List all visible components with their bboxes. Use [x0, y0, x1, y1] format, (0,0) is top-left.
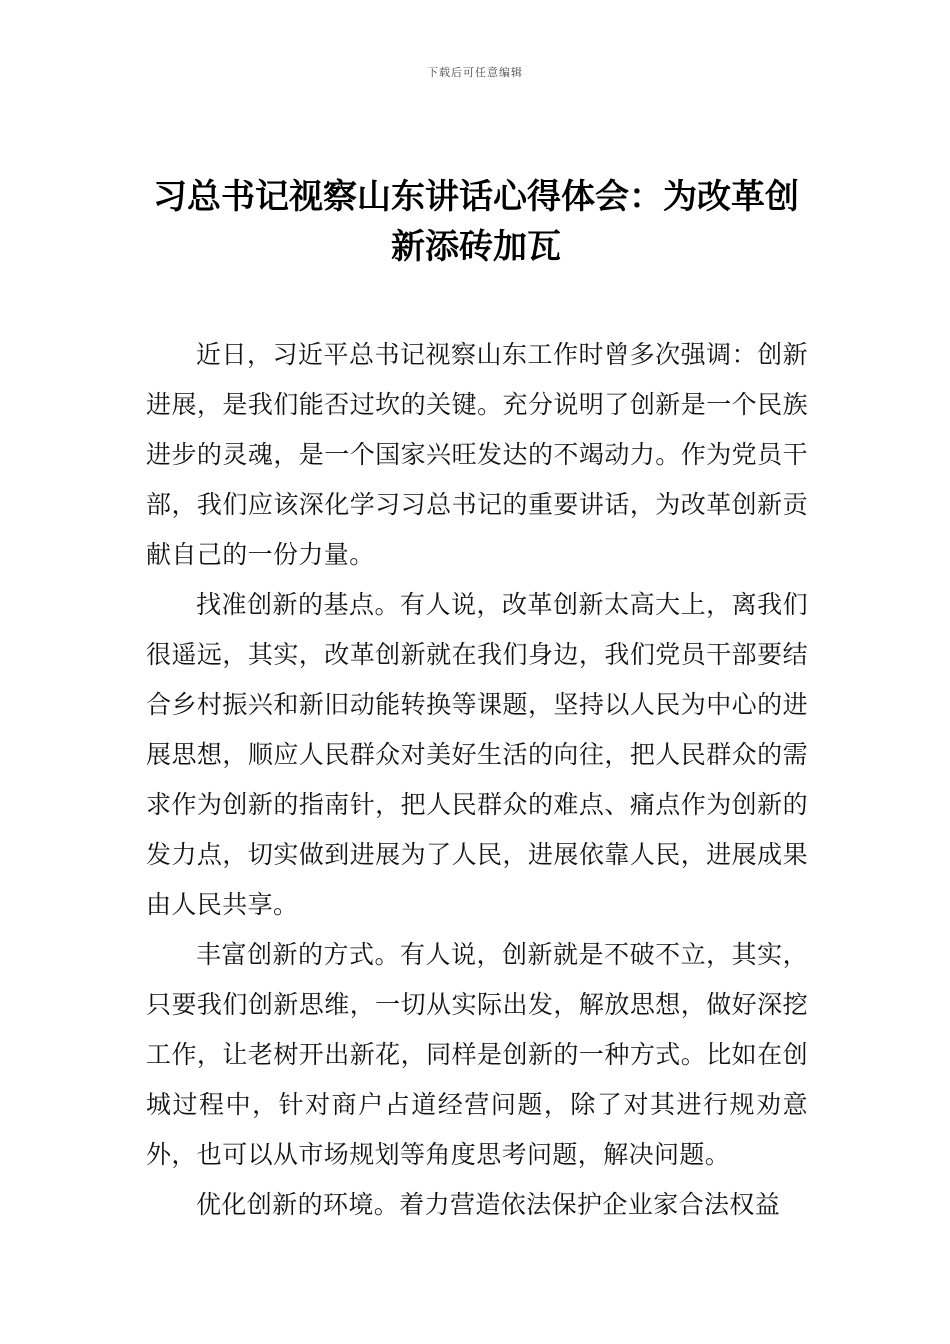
- paragraph-3: 丰富创新的方式。有人说，创新就是不破不立，其实，只要我们创新思维，一切从实际出发，解放思想，做好深挖工作，让老树开出新花，同样是创新的一种方式。比如在创城过程中，针对商户占道经营问题，除了对其进行规劝意外，也可以从市场规划等角度思考问题，解决问题。: [146, 940, 808, 1169]
- paragraph-2: 找准创新的基点。有人说，改革创新太高大上，离我们很遥远，其实，改革创新就在我们身边，我们党员干部要结合乡村振兴和新旧动能转换等课题，坚持以人民为中心的进展思想，顺应人民群众对美好生活的向往，把人民群众的需求作为创新的指南针，把人民群众的难点、痛点作为创新的发力点，切实做到进展为了人民，进展依靠人民，进展成果由人民共享。: [146, 590, 808, 919]
- header-note: 下载后可任意编辑: [427, 66, 523, 79]
- paragraph-1: 近日，习近平总书记视察山东工作时曾多次强调：创新进展，是我们能否过坎的关键。充分说明了创新是一个民族进步的灵魂，是一个国家兴旺发达的不竭动力。作为党员干部，我们应该深化学习习总书记的重要讲话，为改革创新贡献自己的一份力量。: [146, 340, 808, 569]
- document-title: 习总书记视察山东讲话心得体会：为改革创新添砖加瓦: [153, 177, 799, 267]
- paragraph-4: 优化创新的环境。着力营造依法保护企业家合法权益: [196, 1190, 781, 1219]
- document-body: [146, 330, 808, 1230]
